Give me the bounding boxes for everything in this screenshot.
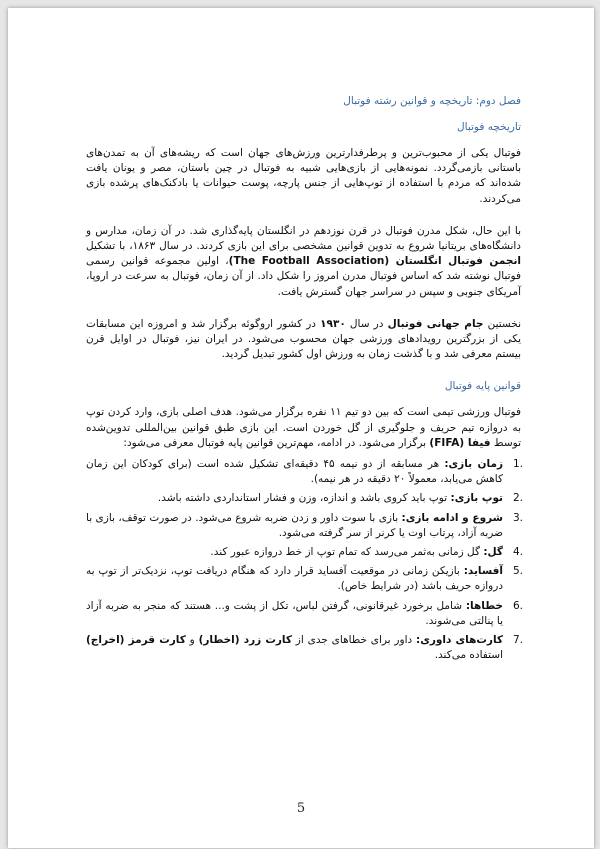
list-number: 1. bbox=[512, 458, 523, 471]
text-run: در سال bbox=[345, 317, 388, 330]
rule-text: توپ باید کروی باشد و اندازه، وزن و فشار استانداردی داشته باشد. bbox=[157, 492, 451, 505]
rule-text: و bbox=[185, 634, 199, 647]
rule-text: بازیکن زمانی در موقعیت آفساید قرار دارد که هنگام دریافت توپ، نزدیک‌تر از توپ به دروازه حریف باشد (در شرایط خاص). bbox=[86, 565, 503, 593]
history-paragraph-3 bbox=[86, 317, 521, 363]
chapter-title: فصل دوم: تاریخچه و قوانین رشته فوتبال bbox=[343, 95, 521, 107]
rule-term: گل: bbox=[483, 546, 503, 559]
text-run: فوتبال ورزشی تیمی است که بین دو تیم ۱۱ نفره برگزار می‌شود. هدف اصلی بازی، وارد کردن توپ به دروازه تیم حریف و جلوگیری از گل خوردن است. این بازی طبق قوانین بین‌المللی تدوین‌شده توسط bbox=[86, 406, 521, 449]
history-paragraph-1: فوتبال یکی از محبوب‌ترین و پرطرفدارترین ورزش‌های جهان است که ریشه‌های آن به تمدن‌های باستانی بازمی‌گردد. نمونه‌هایی از بازی‌هایی شبیه به فوتبال در چین باستان، مصر و یونان یافت شده‌اند که مردم با استفاده از توپ‌هایی از جنس پارچه، پوست حیوانات یا بادکنک‌های پرشده بازی می‌کردند. bbox=[86, 147, 521, 205]
list-item bbox=[86, 457, 523, 487]
rule-term: شروع و ادامه بازی: bbox=[401, 511, 503, 524]
list-item bbox=[86, 545, 523, 560]
rule-text: داور برای خطاهای جدی از bbox=[291, 634, 416, 647]
rules-list bbox=[86, 457, 521, 663]
page-number: 5 bbox=[296, 801, 306, 816]
list-number: 6. bbox=[512, 599, 523, 612]
list-item bbox=[86, 511, 523, 541]
rules-heading: قوانین پایه فوتبال bbox=[444, 380, 521, 393]
text-run: نخستین bbox=[483, 317, 521, 330]
list-number: 4. bbox=[512, 546, 523, 559]
page-content bbox=[86, 94, 521, 667]
history-paragraph-2 bbox=[86, 224, 521, 300]
rule-term: خطاها: bbox=[465, 599, 503, 612]
list-number: 7. bbox=[512, 634, 523, 647]
list-item bbox=[86, 599, 523, 629]
rule-term: زمان بازی: bbox=[444, 458, 503, 471]
rule-text: گل زمانی به‌ثمر می‌رسد که تمام توپ از خط دروازه عبور کند. bbox=[210, 546, 484, 559]
list-item bbox=[86, 491, 523, 506]
bold-text: کارت زرد (اخطار) bbox=[198, 634, 292, 647]
list-number: 5. bbox=[512, 565, 523, 578]
bold-text: ۱۹۳۰ bbox=[320, 317, 346, 330]
text-run: در کشور اروگوئه برگزار شد و امروزه این مسابقات یکی از بزرگترین رویدادهای ورزشی جهان محسوب می‌شود. در ایران نیز، فوتبال در اوایل قرن بیستم معرفی شد و با گذشت زمان به ورزش اول کشور تبدیل گردید. bbox=[86, 317, 521, 361]
list-number: 2. bbox=[512, 492, 523, 505]
list-number: 3. bbox=[512, 511, 523, 524]
rule-text: شامل برخورد غیرقانونی، گرفتن لباس، تکل از پشت و... هستند که منجر به ضربه آزاد یا پنالتی می‌شوند. bbox=[86, 599, 503, 627]
bold-text: جام جهانی فوتبال bbox=[387, 317, 484, 330]
document-page bbox=[8, 8, 594, 848]
rule-text: هر مسابقه از دو نیمه ۴۵ دقیقه‌ای تشکیل شده است (برای کودکان این زمان کاهش می‌یابد، معمولاً ۲۰ دقیقه در هر نیمه). bbox=[86, 458, 503, 486]
bold-text: انجمن فوتبال انگلستان (The Football Association) bbox=[228, 255, 522, 268]
text-run: برگزار می‌شود. در ادامه، مهم‌ترین قوانین پایه فوتبال معرفی می‌شود: bbox=[123, 436, 430, 449]
text-run: با این حال، شکل مدرن فوتبال در قرن نوزدهم در انگلستان پایه‌گذاری شد. در آن زمان، مدارس و دانشگاه‌های بریتانیا شروع به تدوین قوانین مشخصی برای این بازی کردند. در سال ۱۸۶۳، با تشکیل bbox=[86, 224, 521, 253]
rule-term: توپ بازی: bbox=[450, 492, 503, 505]
rule-text: بازی با سوت داور و زدن ضربه شروع می‌شود. در صورت توقف، بازی با ضربه آزاد، پرتاب اوت یا کرنر از سر گرفته می‌شود. bbox=[86, 511, 503, 539]
list-item bbox=[86, 633, 523, 663]
rules-intro-paragraph bbox=[86, 405, 521, 451]
rule-term: آفساید: bbox=[463, 565, 503, 578]
rule-text: استفاده می‌کند. bbox=[434, 649, 503, 662]
text-run: ، اولین مجموعه قوانین رسمی فوتبال نوشته شد که اساس فوتبال مدرن امروز را شکل داد. از آن زمان، فوتبال به سرعت در اروپا، آمریکای جنوبی و سپس در سراسر جهان گسترش یافت. bbox=[86, 255, 521, 298]
history-heading: تاریخچه فوتبال bbox=[457, 121, 521, 133]
rule-term: کارت‌های داوری: bbox=[416, 634, 504, 647]
bold-text: کارت قرمز (اخراج) bbox=[86, 634, 186, 647]
list-item bbox=[86, 564, 523, 594]
bold-text: فیفا (FIFA) bbox=[429, 436, 491, 449]
